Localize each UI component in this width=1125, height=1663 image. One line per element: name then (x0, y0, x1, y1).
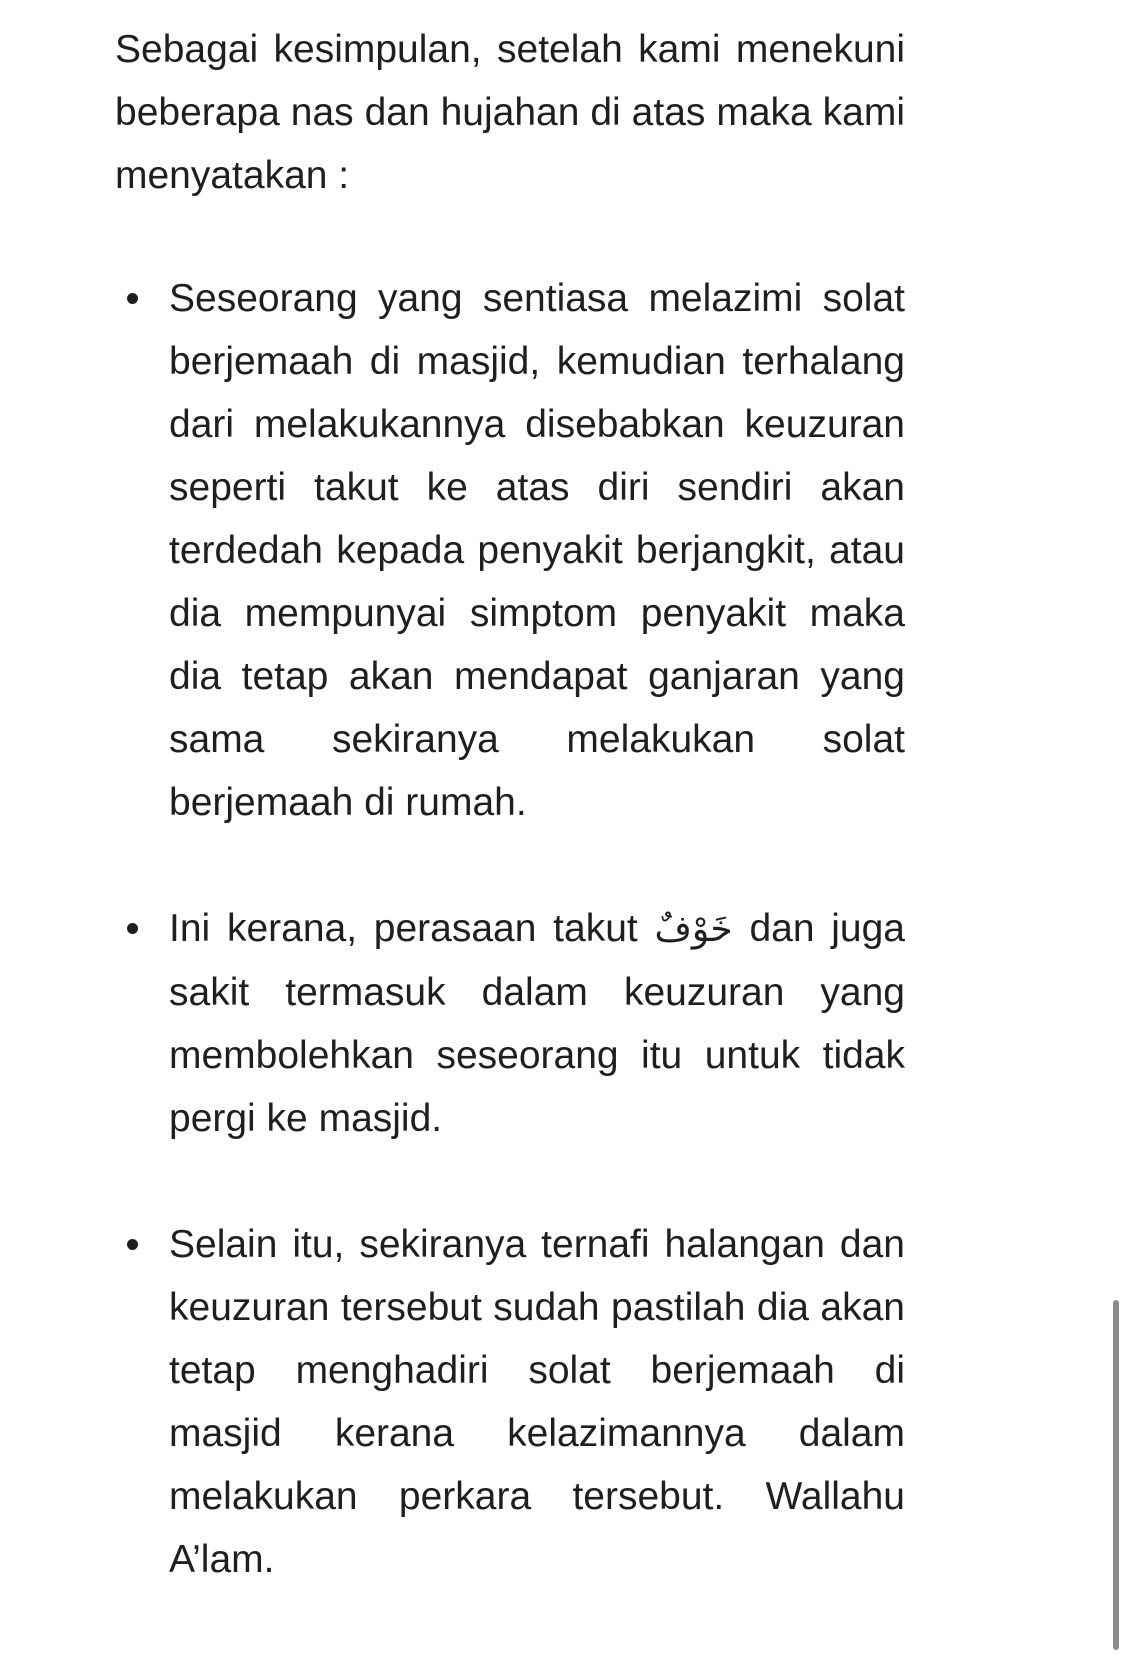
conclusion-list (115, 267, 905, 1591)
list-item-text-before: Ini kerana, perasaan takut (169, 907, 638, 950)
list-item-text (169, 897, 905, 1150)
list-item-text-after: dan juga sakit termasuk dalam keuzuran yang membolehkan seseorang itu untuk tidak pergi ke masjid. (169, 907, 905, 1140)
scrollbar-thumb[interactable] (1113, 1300, 1119, 1650)
arabic-word: خَوْفٌ (654, 909, 733, 950)
bullet-icon (127, 1239, 138, 1250)
list-item-text: Selain itu, sekiranya ternafi halangan dan keuzuran tersebut sudah pastilah dia akan tetap menghadiri solat berjemaah di masjid kerana kelazimannya dalam melakukan perkara tersebut. Wallahu A’lam. (169, 1223, 905, 1581)
scrollbar[interactable] (1111, 0, 1125, 1663)
bullet-icon (127, 923, 138, 934)
intro-paragraph: Sebagai kesimpulan, setelah kami menekuni beberapa nas dan hujahan di atas maka kami menyatakan : (115, 28, 905, 197)
list-item (115, 897, 905, 1150)
list-item (115, 267, 905, 834)
bullet-icon (127, 293, 138, 304)
list-item (115, 1213, 905, 1591)
article-content (115, 18, 905, 1591)
list-item-text: Seseorang yang sentiasa melazimi solat berjemaah di masjid, kemudian terhalang dari melakukannya disebabkan keuzuran seperti takut ke atas diri sendiri akan terdedah kepada penyakit berjangkit, atau dia mempunyai simptom penyakit maka dia tetap akan mendapat ganjaran yang sama sekiranya melakukan solat berjemaah di rumah. (169, 277, 905, 824)
